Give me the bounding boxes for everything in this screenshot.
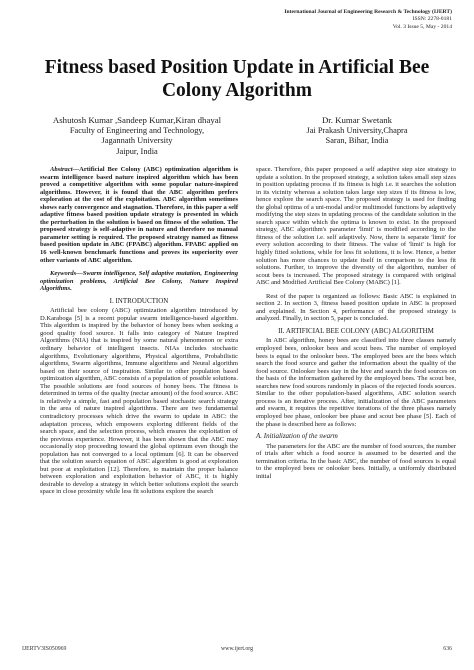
journal-name: International Journal of Engineering Research & Technology (IJERT) (284, 9, 452, 15)
right-column (256, 166, 456, 480)
author-affiliation: Jagannath University (101, 136, 173, 146)
author-block-left (42, 115, 232, 157)
author-names: Ashutosh Kumar ,Sandeep Kumar,Kiran dhayal (52, 115, 222, 125)
keywords-text: Swarm intelligence, Self adaptive mutation, Engineering optimization problems, Artificial Bee Colony, Nature Inspired Algorithms. (40, 270, 238, 293)
issn: ISSN: 2278-0181 (412, 16, 452, 23)
body-paragraph: space. Therefore, this paper proposed a self adaptive step size strategy to update a solution. In the proposed strategy, a solution takes small step sizes in position updating process if its fitness is high i.e. it searches the solution in its vicinity whereas a solution takes large step sizes if its fitness is low, hence explore the search space. The proposed strategy is used for finding the global optima of a uni-modal and/or multimodel functions by adaptively modifying the step sizes in updating process of the candidate solution in the search space within which the optima is known to exist. In the proposed strategy, ABC algorithm's parameter 'limit' is modified according to the fitness of the solution i.e. self adaptively. Now, there is separate 'limit' for every solution according to their fitness. The value of 'limit' is high for highly fitted solutions, while for less fit solutions, it is low. Hence, a better solution has more chances to update itself in comparison to the less fit solutions. Further, to improve the diversity of the algorithm, number of scout bees is increased. The proposed strategy is compared with original ABC and Modified Artificial Bee Colony (MABC) [1]. (256, 166, 456, 287)
author-affiliation: Jai Prakash University,Chapra (306, 125, 408, 135)
paper-id: IJERTV3IS050969 (22, 646, 67, 652)
author-affiliation: Saran, Bihar, India (325, 136, 389, 146)
abstract-text: Artificial Bee Colony (ABC) optimization algorithm is swarm intelligence based nature inspired algorithm which has been proved a competitive algorithm with some popular nature-inspired algorithms. However, it is found that the ABC algorithm prefers exploration at the cost of the exploitation. ABC algorithm sometimes shows early convergence and stagnation. Therefore, in this paper a self adaptive fitness based position update strategy is presented in which the perturbation in the solution is based on fitness of the solution. The proposed strategy is self-adaptive in nature and therefore no manual parameter setting is required. The proposed strategy named as fitness based position update in ABC (FPABC) algorithm. FPABC applied on 16 well-known benchmark functions and proves its superiority over other variants of ABC algorithm. (40, 166, 238, 264)
author-affiliation: Jaipur, India (116, 146, 158, 156)
page-footer (22, 646, 452, 654)
volume-issue: Vol. 3 Issue 5, May - 2014 (392, 23, 452, 30)
paper-title: Fitness based Position Update in Artificial Bee Colony Algorithm (44, 57, 430, 101)
body-paragraph: In ABC algorithm, honey bees are classified into three classes namely employed bees, onlooker bees and scout bees. The number of employed bees is equal to the onlooker bees. The employed bees are the bees which search the food source and gather the information about the quality of the food source. Onlooker bees stay in the hive and search the food sources on the basis of the information gathered by the employed bees. The scout bee, searches new food sources randomly in places of the rejected foods sources. Similar to the other population-based algorithms, ABC solution search process is an iterative process. After, initialization of the ABC parameters and swarm, it requires the repetitive iterations of the three phases namely employed bee phase, onlooker bee phase and scout bee phase [5]. Each of the phase is described here as follows: (256, 337, 456, 428)
author-block-right (262, 115, 452, 147)
abstract (40, 166, 238, 264)
journal-header (222, 9, 452, 31)
left-column (40, 166, 238, 496)
keywords-label: Keywords— (50, 270, 83, 278)
abstract-label: Abstract— (50, 166, 80, 173)
author-names: Dr. Kumar Swetank (321, 115, 393, 125)
section-heading-abc: II. ARTIFICIAL BEE COLONY (ABC) ALGORITHM (278, 326, 434, 335)
author-affiliation: Faculty of Engineering and Technology, (69, 125, 205, 135)
intro-paragraph: Artificial bee colony (ABC) optimization algorithm introduced by D.Karaboga [5] is a recent popular swarm intelligence-based algorithm. This algorithm is inspired by the behavior of honey bees when seeking a good quality food source. It falls into category of Nature Inspired Algorithms (NIA) that is inspired by some natural phenomenon or extra ordinary behavior of intelligent insects. NIAs includes stochastic algorithms, Evolutionary algorithms, Physical algorithms, Probabilistic algorithms, Swarm algorithms, Immune algorithms and Neural algorithm based on their source of inspiration. Similar to other population based optimization algorithm, ABC consists of a population of possible solutions. The possible solutions are food sources of honey bees. The fitness is determined in terms of the quality (nectar amount) of the food source. ABC is relatively a simple, fast and population based stochastic search strategy in the area of nature inspired algorithms. There are two fundamental contradictory processes which drive the swarm to update in ABC: the adaptation process, which empowers exploring different fields of the search space, and the selection process, which ensures the exploitation of the previous experience. However, it has been shown that the ABC may occasionally stop proceeding toward the global optimum even though the population has not converged to a local optimum [6]. It can be observed that the solution search equation of ABC algorithm is good at exploration but poor at exploitation [12]. Therefore, to maintain the proper balance between exploration and exploitation behavior of ABC, it is highly desirable to develop a strategy in which better solutions exploit the search space in close proximity while less fit solutions explore the search (40, 307, 238, 496)
page-number: 636 (443, 646, 452, 652)
subsection-heading: A. Initialization of the swarm (256, 432, 338, 441)
body-paragraph: The parameters for the ABC are the number of food sources, the number of trials after which a food source is assumed to be deserted and the termination criteria. In the basic ABC, the number of food sources is equal to the employed bees or onlooker bees. Initially, a uniformly distributed initial (256, 442, 456, 480)
body-paragraph: Rest of the paper is organized as follows: Basic ABC is explained in section 2. In section 3, fitness based position update in ABC is proposed and explained. In Section 4, performance of the proposed strategy is analyzed. Finally, in section 5, paper is concluded. (256, 292, 456, 323)
section-heading-introduction: I. INTRODUCTION (109, 296, 169, 305)
keywords (40, 270, 238, 293)
journal-url: www.ijert.org (220, 646, 254, 652)
